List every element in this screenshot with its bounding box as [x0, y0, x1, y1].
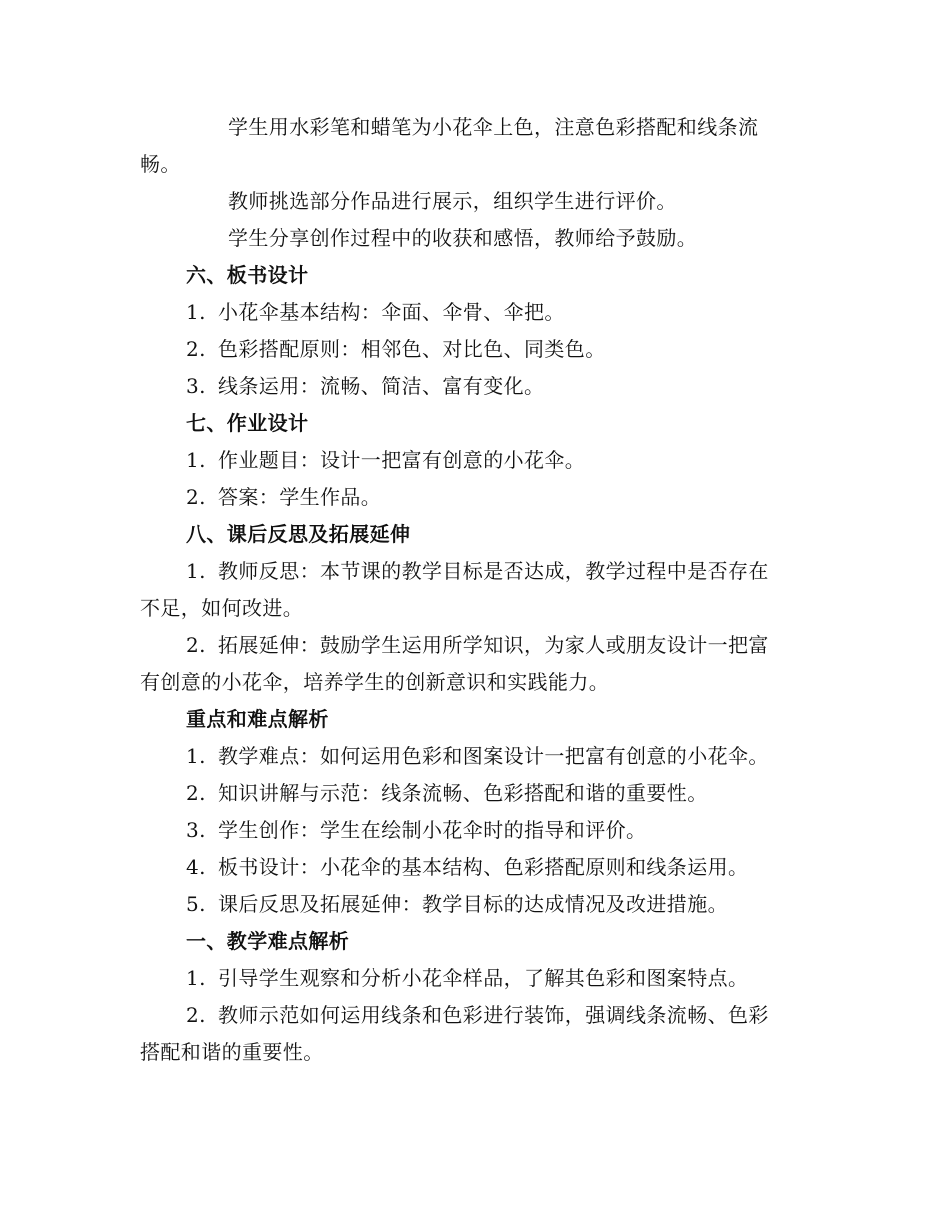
list-text: 答案：学生作品。 — [218, 485, 382, 509]
list-text: 教学难点：如何运用色彩和图案设计一把富有创意的小花伞。 — [218, 744, 769, 768]
list-item — [186, 964, 856, 992]
list-item — [186, 816, 856, 844]
section-heading: 六、板书设计 — [186, 263, 309, 287]
list-number: 1. — [186, 300, 206, 324]
section-heading: 重点和难点解析 — [186, 707, 329, 731]
list-number: 2. — [186, 337, 206, 361]
list-number: 5. — [186, 892, 206, 916]
list-item — [186, 335, 856, 363]
list-number: 4. — [186, 855, 206, 879]
list-item — [186, 446, 856, 474]
list-item — [186, 1001, 856, 1029]
list-text: 拓展延伸：鼓励学生运用所学知识，为家人或朋友设计一把富 — [218, 633, 769, 657]
list-text: 知识讲解与示范：线条流畅、色彩搭配和谐的重要性。 — [218, 781, 708, 805]
paragraph: 教师挑选部分作品进行展示，组织学生进行评价。 — [228, 189, 677, 213]
list-item — [186, 742, 856, 770]
list-item — [186, 483, 856, 511]
list-text: 教师示范如何运用线条和色彩进行装饰，强调线条流畅、色彩 — [218, 1003, 769, 1027]
list-item-continuation: 有创意的小花伞，培养学生的创新意识和实践能力。 — [140, 670, 610, 694]
list-number: 2. — [186, 485, 206, 509]
list-number: 1. — [186, 448, 206, 472]
paragraph-line: 畅。 — [140, 152, 181, 176]
list-text: 教师反思：本节课的教学目标是否达成，教学过程中是否存在 — [218, 559, 769, 583]
paragraph: 学生分享创作过程中的收获和感悟，教师给予鼓励。 — [228, 226, 698, 250]
section-heading: 一、教学难点解析 — [186, 929, 350, 953]
list-text: 作业题目：设计一把富有创意的小花伞。 — [218, 448, 586, 472]
list-text: 板书设计：小花伞的基本结构、色彩搭配原则和线条运用。 — [218, 855, 749, 879]
list-number: 1. — [186, 744, 206, 768]
list-item — [186, 631, 856, 659]
section-heading: 八、课后反思及拓展延伸 — [186, 522, 411, 546]
list-item — [186, 557, 856, 585]
section-heading: 七、作业设计 — [186, 411, 309, 435]
list-item — [186, 779, 856, 807]
list-item-continuation: 搭配和谐的重要性。 — [140, 1040, 324, 1064]
list-item — [186, 853, 856, 881]
list-text: 线条运用：流畅、简洁、富有变化。 — [218, 374, 545, 398]
list-item-continuation: 不足，如何改进。 — [140, 596, 304, 620]
list-text: 小花伞基本结构：伞面、伞骨、伞把。 — [218, 300, 565, 324]
list-number: 2. — [186, 781, 206, 805]
list-number: 1. — [186, 966, 206, 990]
list-text: 色彩搭配原则：相邻色、对比色、同类色。 — [218, 337, 606, 361]
list-number: 3. — [186, 818, 206, 842]
list-number: 1. — [186, 559, 206, 583]
list-text: 课后反思及拓展延伸：教学目标的达成情况及改进措施。 — [218, 892, 728, 916]
list-number: 3. — [186, 374, 206, 398]
list-text: 学生创作：学生在绘制小花伞时的指导和评价。 — [218, 818, 647, 842]
list-item — [186, 298, 856, 326]
list-item — [186, 372, 856, 400]
list-text: 引导学生观察和分析小花伞样品，了解其色彩和图案特点。 — [218, 966, 749, 990]
list-item — [186, 890, 856, 918]
list-number: 2. — [186, 1003, 206, 1027]
paragraph-line: 学生用水彩笔和蜡笔为小花伞上色，注意色彩搭配和线条流 — [228, 115, 759, 139]
list-number: 2. — [186, 633, 206, 657]
